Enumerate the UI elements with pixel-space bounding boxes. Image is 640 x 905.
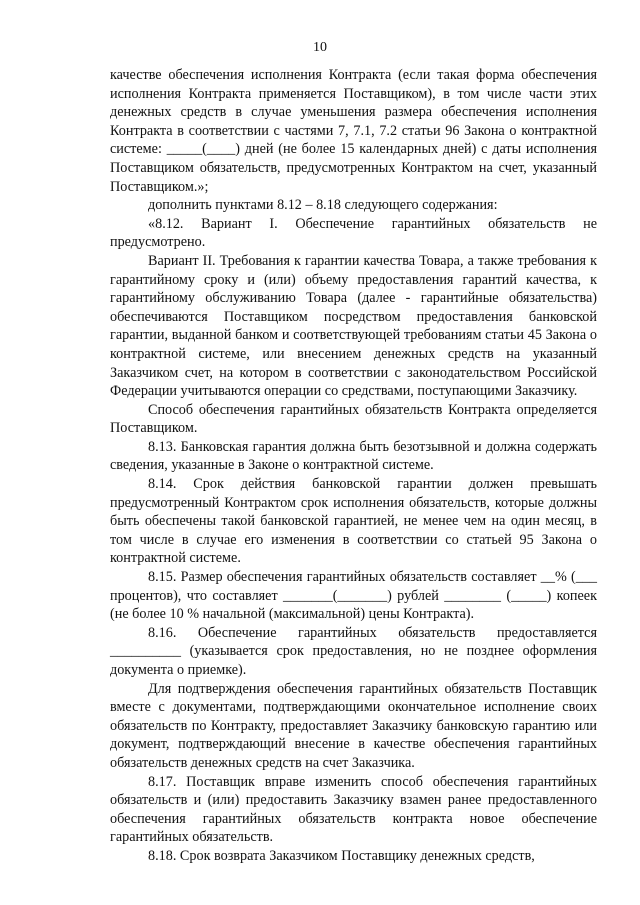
paragraph-8-12-variant-2: Вариант II. Требования к гарантии качества Товара, а также требования к гарантийному сроку и (или) объему предоставления гарантий качества, к гарантийному обслуживанию Товара (далее - гарантийные обязательства) обеспечиваются Поставщиком посредством предоставления банковской гарантии, выданной банком и соответствующей требованиям статьи 45 Закона о контрактной системе, или внесением денежных средств на указанный Заказчиком счет, на котором в соответствии с законодательством Российской Федерации учитываются операции со средствами, поступающими Заказчику. bbox=[110, 252, 597, 400]
paragraph-8-12-variant-1: «8.12. Вариант I. Обеспечение гарантийных обязательств не предусмотрено. bbox=[110, 215, 597, 251]
page-number: 10 bbox=[313, 40, 327, 55]
document-body bbox=[110, 66, 597, 866]
paragraph-8-13: 8.13. Банковская гарантия должна быть безотзывной и должна содержать сведения, указанные в Законе о контрактной системе. bbox=[110, 438, 597, 474]
paragraph-guarantee-method: Способ обеспечения гарантийных обязательств Контракта определяется Поставщиком. bbox=[110, 401, 597, 437]
paragraph-8-14: 8.14. Срок действия банковской гарантии должен превышать предусмотренный Контрактом срок исполнения обязательств, которые должны быть обеспечены такой банковской гарантией, не менее чем на один месяц, в том числе в случае его изменения в соответствии со статьей 95 Закона о контрактной системе. bbox=[110, 476, 597, 567]
paragraph-8-15: 8.15. Размер обеспечения гарантийных обязательств составляет __% (___ процентов), что составляет _______(_______) рублей ________ (_____) копеек (не более 10 % начальной (максимальной) цены Контракта). bbox=[110, 569, 597, 623]
paragraph-continuation: качестве обеспечения исполнения Контракта (если такая форма обеспечения исполнения Контракта применяется Поставщиком), в том числе части этих денежных средств в случае уменьшения размера обеспечения исполнения Контракта в соответствии с частями 7, 7.1, 7.2 статьи 96 Закона о контрактной системе: _____(____) дней (не более 15 календарных дней) с даты исполнения Поставщиком обязательств, предусмотренных Контрактом на счет, указанный Поставщиком.»; bbox=[110, 67, 597, 195]
paragraph-8-17: 8.17. Поставщик вправе изменить способ обеспечения гарантийных обязательств и (или) предоставить Заказчику взамен ранее предоставленного обеспечения гарантийных обязательств контракта новое обеспечение гарантийных обязательств. bbox=[110, 773, 597, 846]
paragraph-confirmation: Для подтверждения обеспечения гарантийных обязательств Поставщик вместе с документами, подтверждающими окончательное исполнение своих обязательств по Контракту, предоставляет Заказчику банковскую гарантию или документ, подтверждающий внесение в качестве обеспечения гарантийных обязательств денежных средств на счет Заказчика. bbox=[110, 680, 597, 771]
paragraph-amendment-intro: дополнить пунктами 8.12 – 8.18 следующего содержания: bbox=[148, 197, 498, 214]
paragraph-8-18: 8.18. Срок возврата Заказчиком Поставщику денежных средств, bbox=[148, 847, 535, 864]
paragraph-8-16: 8.16. Обеспечение гарантийных обязательств предоставляется __________ (указывается срок предоставления, но не позднее оформления документа о приемке). bbox=[110, 624, 597, 678]
